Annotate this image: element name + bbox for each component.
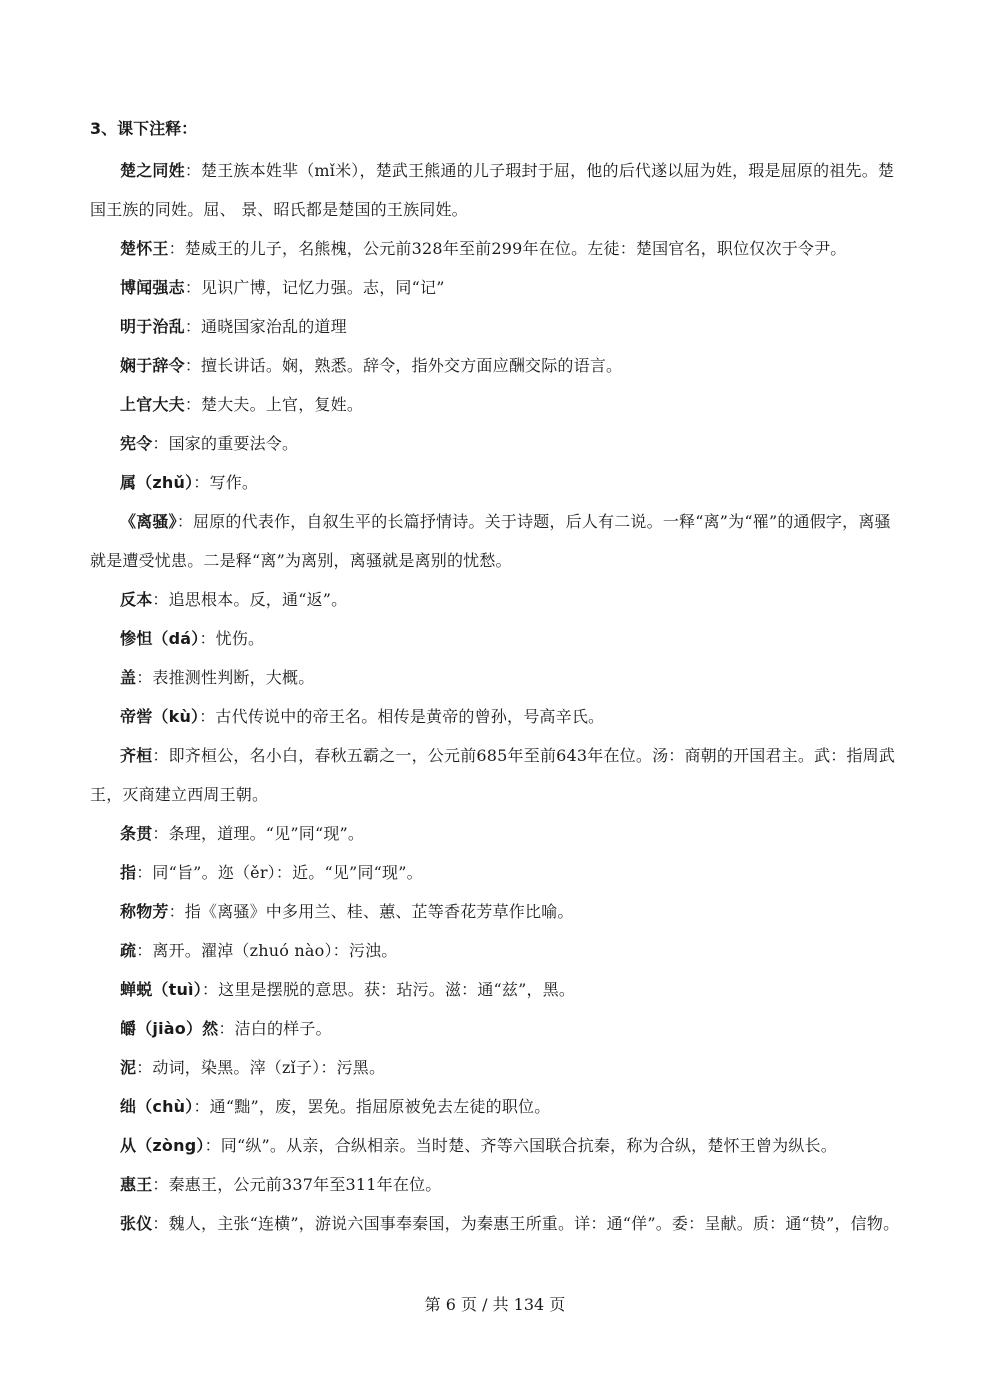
note-term: 楚怀王 — [120, 239, 169, 258]
note-term: 从（zòng） — [120, 1136, 205, 1155]
note-text: ：追思根本。反，通“返”。 — [152, 590, 348, 609]
note-item — [90, 1087, 905, 1126]
note-text: ：动词，染黑。滓（zǐ子）：污黑。 — [136, 1058, 386, 1077]
note-term: 齐桓 — [120, 746, 153, 765]
note-term: 疏 — [120, 941, 137, 960]
note-text: ：通晓国家治乱的道理 — [184, 317, 347, 336]
note-item — [90, 892, 905, 931]
note-text: ：条理，道理。“见”同“现”。 — [152, 824, 365, 843]
note-text: ：楚王族本姓芈（mǐ米），楚武王熊通的儿子瑕封于屈，他的后代遂以屈为姓，瑕是屈原的祖先。楚国王族的同姓。屈、 景、昭氏都是楚国的王族同姓。 — [90, 161, 895, 219]
page-footer: 第 6 页 / 共 134 页 — [424, 1295, 566, 1314]
note-term: 惠王 — [120, 1175, 153, 1194]
note-text: ：写作。 — [193, 473, 259, 492]
note-text: ：见识广博，记忆力强。志，同“记” — [184, 278, 445, 297]
note-term: 盖 — [120, 668, 137, 687]
note-item — [90, 814, 905, 853]
note-item — [90, 853, 905, 892]
note-item — [90, 619, 905, 658]
note-text: ：指《离骚》中多用兰、桂、蕙、芷等香花芳草作比喻。 — [168, 902, 574, 921]
note-term: 皭（jiào）然 — [120, 1019, 219, 1038]
note-item — [90, 1126, 905, 1165]
note-item — [90, 424, 905, 463]
note-item — [90, 580, 905, 619]
note-item — [90, 931, 905, 970]
note-term: 属（zhǔ） — [120, 473, 194, 492]
note-text: ：同“纵”。从亲，合纵相亲。当时楚、齐等六国联合抗秦，称为合纵，楚怀王曾为纵长。 — [204, 1136, 837, 1155]
note-term: 娴于辞令 — [120, 356, 185, 375]
note-text: ：楚大夫。上官，复姓。 — [184, 395, 364, 414]
note-term: 楚之同姓 — [120, 161, 185, 180]
note-term: 帝喾（kù） — [120, 707, 200, 726]
note-term: 明于治乱 — [120, 317, 185, 336]
note-text: ：古代传说中的帝王名。相传是黄帝的曾孙，号高辛氏。 — [199, 707, 605, 726]
note-item — [90, 268, 905, 307]
note-text: ：魏人，主张“连横”，游说六国事奉秦国，为秦惠王所重。详：通“佯”。委：呈献。质：通“贽”，信物。 — [152, 1214, 900, 1233]
note-text: ：楚威王的儿子，名熊槐，公元前328年至前299年在位。左徒：楚国官名，职位仅次于令尹。 — [168, 239, 847, 258]
note-text: ：忧伤。 — [199, 629, 265, 648]
document-page — [90, 112, 905, 1243]
note-item — [90, 697, 905, 736]
note-item — [90, 229, 905, 268]
note-item — [90, 658, 905, 697]
note-item — [90, 307, 905, 346]
note-text: ：洁白的样子。 — [218, 1019, 332, 1038]
note-item — [90, 346, 905, 385]
note-item — [90, 1048, 905, 1087]
note-text: ：同“旨”。迩（ěr）：近。“见”同“现”。 — [136, 863, 423, 882]
note-term: 上官大夫 — [120, 395, 185, 414]
note-term: 《离骚》 — [120, 512, 177, 531]
note-term: 称物芳 — [120, 902, 169, 921]
note-text: ：离开。濯淖（zhuó nào）：污浊。 — [136, 941, 398, 960]
note-item — [90, 463, 905, 502]
note-item — [90, 736, 905, 814]
note-text: ：屈原的代表作，自叙生平的长篇抒情诗。关于诗题，后人有二说。一释“离”为“罹”的通假字，离骚就是遭受忧患。二是释“离”为离别，离骚就是离别的忧愁。 — [90, 512, 891, 570]
note-item — [90, 1009, 905, 1048]
note-text: ：这里是摆脱的意思。获：玷污。滋：通“兹”，黑。 — [201, 980, 576, 999]
note-text: ：擅长讲话。娴，熟悉。辞令，指外交方面应酬交际的语言。 — [184, 356, 623, 375]
note-text: ：即齐桓公，名小白，春秋五霸之一，公元前685年至前643年在位。汤：商朝的开国君主。武：指周武王，灭商建立西周王朝。 — [90, 746, 896, 804]
note-term: 泥 — [120, 1058, 137, 1077]
note-text: ：表推测性判断，大概。 — [136, 668, 315, 687]
note-item — [90, 970, 905, 1009]
notes-list — [90, 151, 905, 1243]
note-term: 绌（chù） — [120, 1097, 194, 1116]
note-term: 惨怛（dá） — [120, 629, 200, 648]
note-term: 蝉蜕（tuì） — [120, 980, 202, 999]
note-text: ：秦惠王，公元前337年至311年在位。 — [152, 1175, 442, 1194]
note-term: 反本 — [120, 590, 153, 609]
note-item — [90, 1165, 905, 1204]
note-term: 宪令 — [120, 434, 153, 453]
note-item — [90, 1204, 905, 1243]
note-item — [90, 502, 905, 580]
note-item — [90, 151, 905, 229]
note-term: 博闻强志 — [120, 278, 185, 297]
note-text: ：通“黜”，废，罢免。指屈原被免去左徒的职位。 — [193, 1097, 551, 1116]
section-title: 3、课下注释： — [90, 119, 198, 138]
note-item — [90, 385, 905, 424]
note-term: 条贯 — [120, 824, 153, 843]
note-term: 指 — [120, 863, 137, 882]
note-term: 张仪 — [120, 1214, 153, 1233]
note-text: ：国家的重要法令。 — [152, 434, 299, 453]
